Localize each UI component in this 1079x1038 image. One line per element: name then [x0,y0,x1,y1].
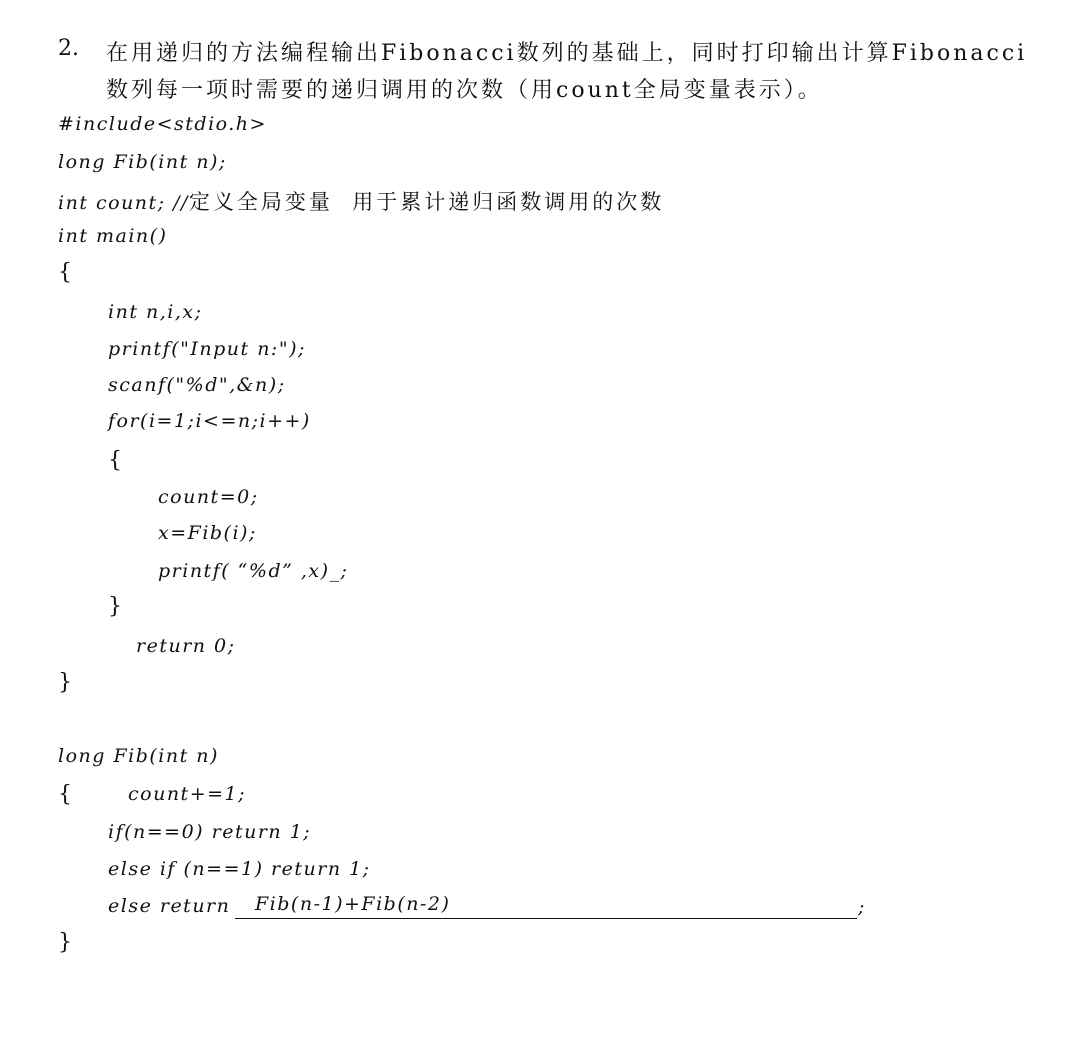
code-fib-assign: x=Fib(i); [158,522,257,544]
code-include: #include<stdio.h> [58,113,267,135]
code-fib-signature: long Fib(int n) [58,745,219,767]
code-main-signature: int main() [58,225,168,247]
main-open-brace: { [58,260,72,285]
main-close-brace: } [58,670,72,695]
code-scanf: scanf("%d",&n); [108,374,286,396]
global-declaration-code: int count; // [58,192,189,214]
code-if-one: else if (n==1) return 1; [108,858,371,880]
fib-close-brace: } [58,930,72,955]
code-for-loop: for(i=1;i<=n;i++) [108,410,311,432]
handwritten-answer: Fib(n-1)+Fib(n-2) [255,893,451,915]
code-printf-prompt: printf("Input n:"); [108,338,306,360]
answer-semicolon: ; [858,896,865,918]
code-count-increment: count+=1; [128,783,247,805]
code-variable-declaration: int n,i,x; [108,301,203,323]
question-text-line-1: 在用递归的方法编程输出Fibonacci数列的基础上，同时打印输出计算Fibonacci [106,41,1028,66]
code-global-declaration [58,186,664,216]
code-prototype: long Fib(int n); [58,151,227,173]
code-printf-result: printf( “%d” ,x)_; [158,560,349,582]
code-if-zero: if(n==0) return 1; [108,821,312,843]
code-else-return: else return [108,895,231,917]
for-close-brace: } [108,594,122,619]
fib-open-brace: { [58,782,72,807]
code-return-zero: return 0; [136,635,236,657]
for-open-brace: { [108,448,122,473]
question-number: 2. [58,36,79,61]
global-declaration-comment: 定义全局变量 用于累计递归函数调用的次数 [188,190,665,214]
answer-blank-line [235,918,857,919]
question-text-line-2: 数列每一项时需要的递归调用的次数（用count全局变量表示）。 [106,78,823,103]
code-count-reset: count=0; [158,486,259,508]
